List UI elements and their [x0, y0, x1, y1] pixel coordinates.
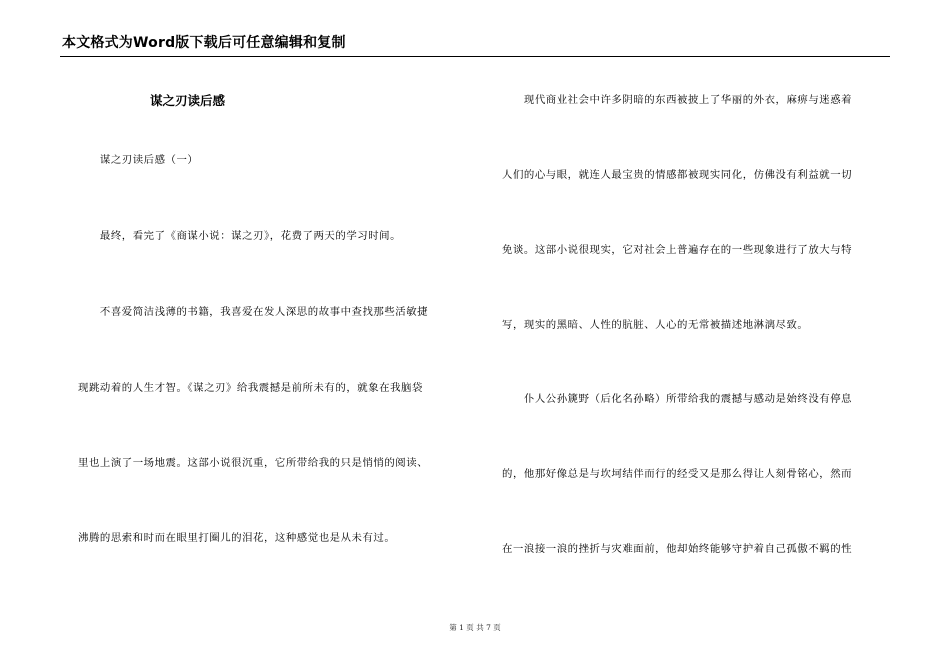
- text-line: 人们的心与眼，就连人最宝贵的情感都被现实同化，仿佛没有利益就一切: [502, 169, 853, 181]
- text-line: 谋之刃读后感（一）: [78, 154, 199, 166]
- text-line: 现代商业社会中许多阴暗的东西被披上了华丽的外衣，麻痹与迷惑着: [502, 94, 853, 106]
- text-line: 写，现实的黑暗、人性的肮脏、人心的无常被描述地淋漓尽致。: [502, 319, 809, 331]
- text-line: 免谈。这部小说很现实，它对社会上普遍存在的一些现象进行了放大与特: [502, 244, 853, 256]
- text-line: 最终，看完了《商谋小说：谋之刃》，花费了两天的学习时间。: [78, 230, 402, 242]
- text-line: 的，他那好像总是与坎坷结伴而行的经受又是那么得让人刻骨铭心，然而: [502, 468, 853, 480]
- text-line: 在一浪接一浪的挫折与灾难面前，他却始终能够守护着自己孤傲不羁的性: [502, 543, 853, 555]
- text-line: 里也上演了一场地震。这部小说很沉重，它所带给我的只是悄悄的阅读、: [78, 457, 429, 469]
- left-text-column: [78, 0, 458, 672]
- text-line: 不喜爱简洁浅薄的书籍，我喜爱在发人深思的故事中查找那些活敏捷: [78, 306, 429, 318]
- download-notice-banner: 本文格式为Word版下载后可任意编辑和复制: [62, 35, 346, 51]
- text-line: 仆人公孙篪野（后化名孙略）所带给我的震撼与感动是始终没有停息: [502, 393, 853, 405]
- text-line: 现跳动着的人生才智。《谋之刃》给我震撼是前所未有的，就象在我脑袋: [78, 382, 423, 394]
- page-number: 第 1 页 共 7 页: [449, 623, 501, 632]
- text-line: 沸腾的思索和时而在眼里打圈儿的泪花，这种感觉也是从未有过。: [78, 532, 396, 544]
- right-text-column: [502, 0, 884, 672]
- document-title: 谋之刃读后感: [150, 93, 226, 108]
